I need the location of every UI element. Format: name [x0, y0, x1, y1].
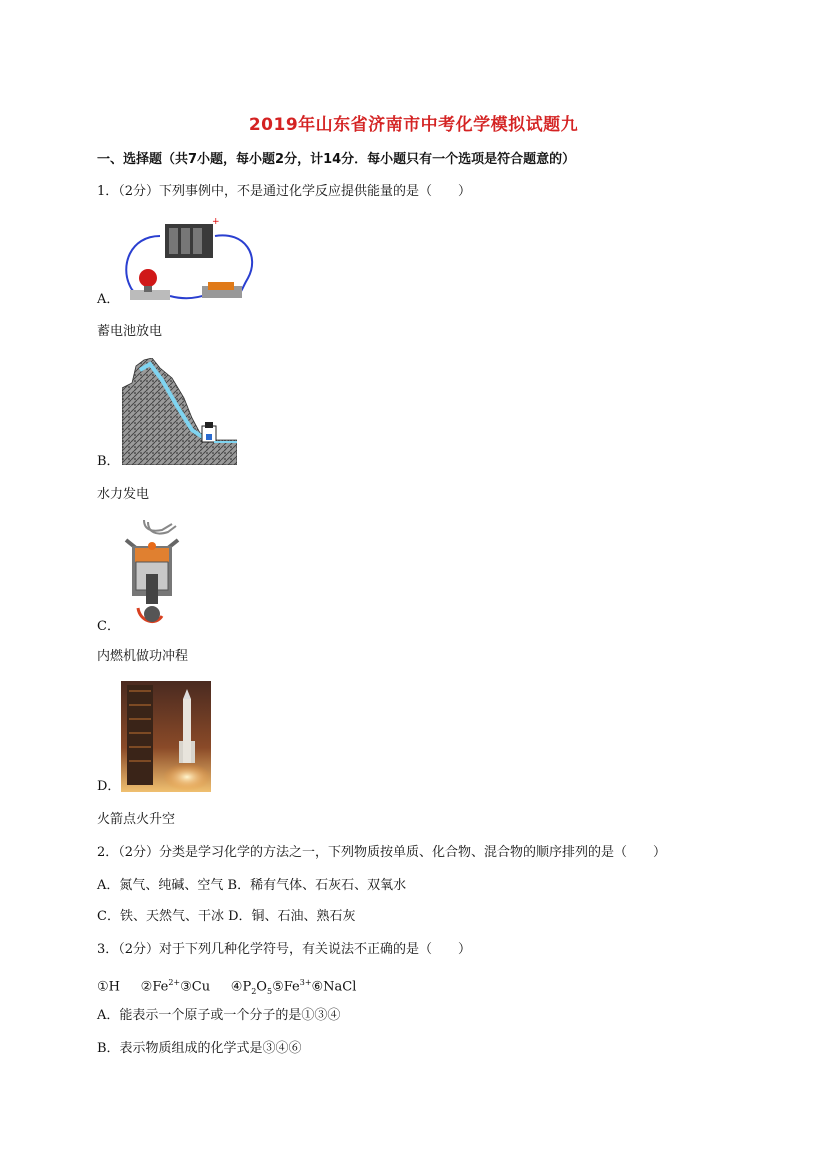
question-2-options-cd: C．铁、天然气、干冰 D．铜、石油、熟石灰: [97, 909, 356, 924]
question-1-stem: 1．（2分）下列事例中，不是通过化学反应提供能量的是（ ）: [97, 184, 472, 199]
question-3-symbols: [97, 975, 356, 1000]
page-title: 2019年山东省济南市中考化学模拟试题九: [248, 115, 579, 135]
question-3-option-a: A．能表示一个原子或一个分子的是①③④: [97, 1008, 341, 1023]
svg-text:+: +: [212, 217, 220, 227]
symbol-4-o: O: [256, 979, 267, 995]
engine-piston-image: [122, 518, 182, 628]
question-3-option-b: B．表示物质组成的化学式是③④⑥: [97, 1041, 302, 1056]
option-b-letter: B．: [97, 454, 120, 469]
symbol-4: ④P: [230, 979, 252, 995]
option-c-letter: C．: [97, 619, 120, 634]
option-a-caption: 蓄电池放电: [97, 324, 163, 339]
symbol-5-charge: 3+: [299, 978, 312, 987]
option-c-caption: 内燃机做功冲程: [97, 649, 189, 664]
symbol-4-sub2: 5: [266, 986, 273, 996]
section-heading: 一、选择题（共7小题，每小题2分，计14分．每小题只有一个选项是符合题意的）: [97, 152, 576, 167]
rocket-launch-image: [121, 681, 211, 792]
question-3-stem: 3．（2分）对于下列几种化学符号，有关说法不正确的是（ ）: [97, 942, 472, 957]
option-a-letter: A．: [97, 292, 120, 307]
symbol-4-sub1: 2: [251, 986, 257, 996]
hydropower-image: [122, 358, 237, 465]
option-d-caption: 火箭点火升空: [97, 812, 176, 827]
symbol-2: ②Fe: [140, 979, 169, 995]
battery-circuit-image: [120, 216, 255, 306]
symbol-1: ①H: [97, 979, 120, 995]
symbol-3: ③Cu: [180, 979, 211, 995]
symbol-2-charge: 2+: [168, 978, 181, 987]
question-2-options-ab: A．氮气、纯碱、空气 B．稀有气体、石灰石、双氧水: [97, 878, 407, 893]
question-2-stem: 2．（2分）分类是学习化学的方法之一，下列物质按单质、化合物、混合物的顺序排列的是（ ）: [97, 845, 667, 860]
symbol-6: ⑥NaCl: [311, 979, 357, 995]
symbol-5: ⑤Fe: [272, 979, 300, 995]
option-d-letter: D．: [97, 779, 121, 794]
option-b-caption: 水力发电: [97, 487, 150, 502]
